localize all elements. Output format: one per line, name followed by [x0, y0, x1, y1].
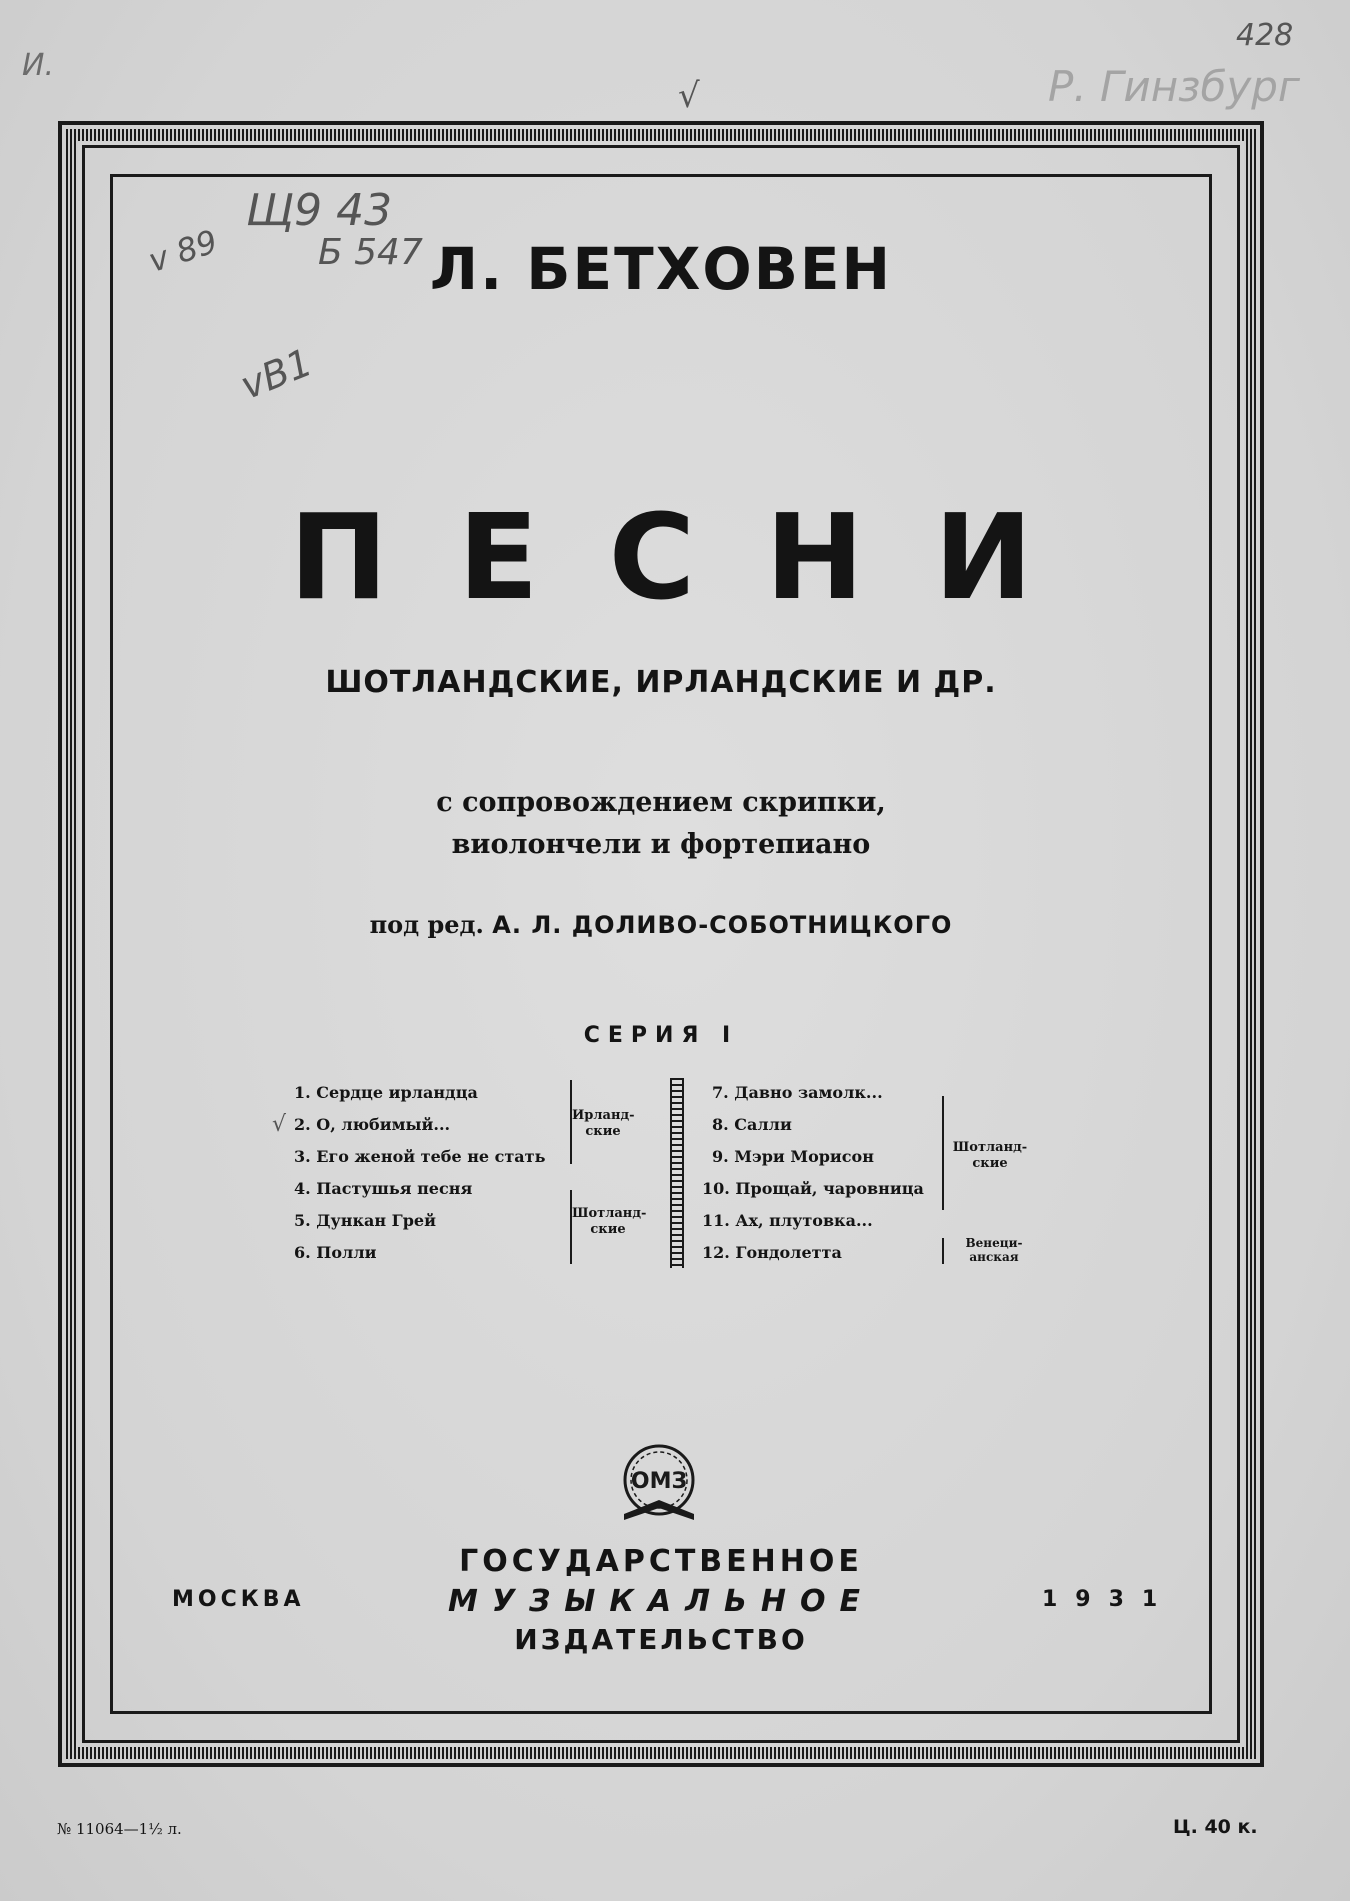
logo-text: ОМЗ	[630, 1469, 688, 1494]
song-item: 11. Ах, плутовка...	[702, 1211, 873, 1230]
series-label: СЕРИЯ I	[583, 1023, 739, 1048]
accompaniment-line-1: с сопровождением скрипки,	[436, 787, 886, 818]
accompaniment-text	[110, 782, 1212, 866]
shelfmark-2: Б 547	[318, 232, 423, 273]
handwritten-signature: Р. Гинзбург	[1048, 62, 1300, 111]
publication-city: МОСКВА	[172, 1587, 305, 1612]
editor-prefix: под ред.	[369, 910, 484, 939]
column-divider	[670, 1078, 684, 1268]
song-item: 9. Мэри Морисон	[712, 1147, 874, 1166]
publisher-line-3: ИЗДАТЕЛЬСТВО	[514, 1623, 808, 1656]
song-item: 2. О, любимый...	[294, 1115, 451, 1134]
song-item: 6. Полли	[294, 1243, 377, 1262]
composer-name: Л. БЕТХОВЕН	[429, 235, 893, 303]
handwritten-number: 428	[1236, 18, 1294, 53]
song-item: 12. Гондолетта	[702, 1243, 842, 1262]
song-item: 10. Прощай, чаровница	[702, 1179, 924, 1198]
editor-name: А. Л. ДОЛИВО-СОБОТНИЦКОГО	[492, 911, 953, 939]
subtitle: ШОТЛАНДСКИЕ, ИРЛАНДСКИЕ И ДР.	[325, 665, 997, 700]
price-label: Ц. 40 к.	[1173, 1816, 1258, 1838]
group-label-venetian: Венеци- анская	[965, 1236, 1023, 1264]
bracket-scottish-right	[942, 1096, 944, 1210]
editor-credit	[110, 910, 1212, 939]
group-label-scottish-right: Шотланд- ские	[952, 1140, 1028, 1171]
shelfmark-1: Щ9 43	[246, 185, 393, 236]
accompaniment-line-2: виолончели и фортепиано	[451, 829, 871, 860]
group-label-scottish-left: Шотланд- ские	[572, 1206, 647, 1237]
handwritten-mark: И.	[22, 48, 54, 83]
song-item: 7. Давно замолк...	[712, 1083, 883, 1102]
page-title: ПЕСНИ	[289, 488, 1103, 626]
catalog-number: № 11064—1½ л.	[57, 1820, 182, 1838]
group-label-irish: Ирланд- ские	[572, 1108, 635, 1139]
handwritten-mark-vb1: vB1	[234, 339, 319, 409]
handwritten-checkmark: √	[678, 76, 700, 116]
song-item: 4. Пастушья песня	[294, 1179, 473, 1198]
song-item: 1. Сердце ирландца	[294, 1083, 478, 1102]
song-item: 8. Салли	[712, 1115, 792, 1134]
song-item: 5. Дункан Грей	[294, 1211, 436, 1230]
publication-year: 1931	[1042, 1587, 1176, 1612]
bracket-venetian	[942, 1238, 944, 1264]
handwritten-mark-v89: v 89	[143, 222, 222, 280]
song-item: 3. Его женой тебе не стать	[294, 1147, 546, 1166]
publisher-line-1: ГОСУДАРСТВЕННОЕ	[459, 1544, 863, 1579]
publisher-line-2: МУЗЫКАЛЬНОЕ	[447, 1584, 874, 1619]
publisher-logo-icon	[612, 1440, 706, 1530]
handwritten-checkmark-song: √	[272, 1112, 287, 1137]
